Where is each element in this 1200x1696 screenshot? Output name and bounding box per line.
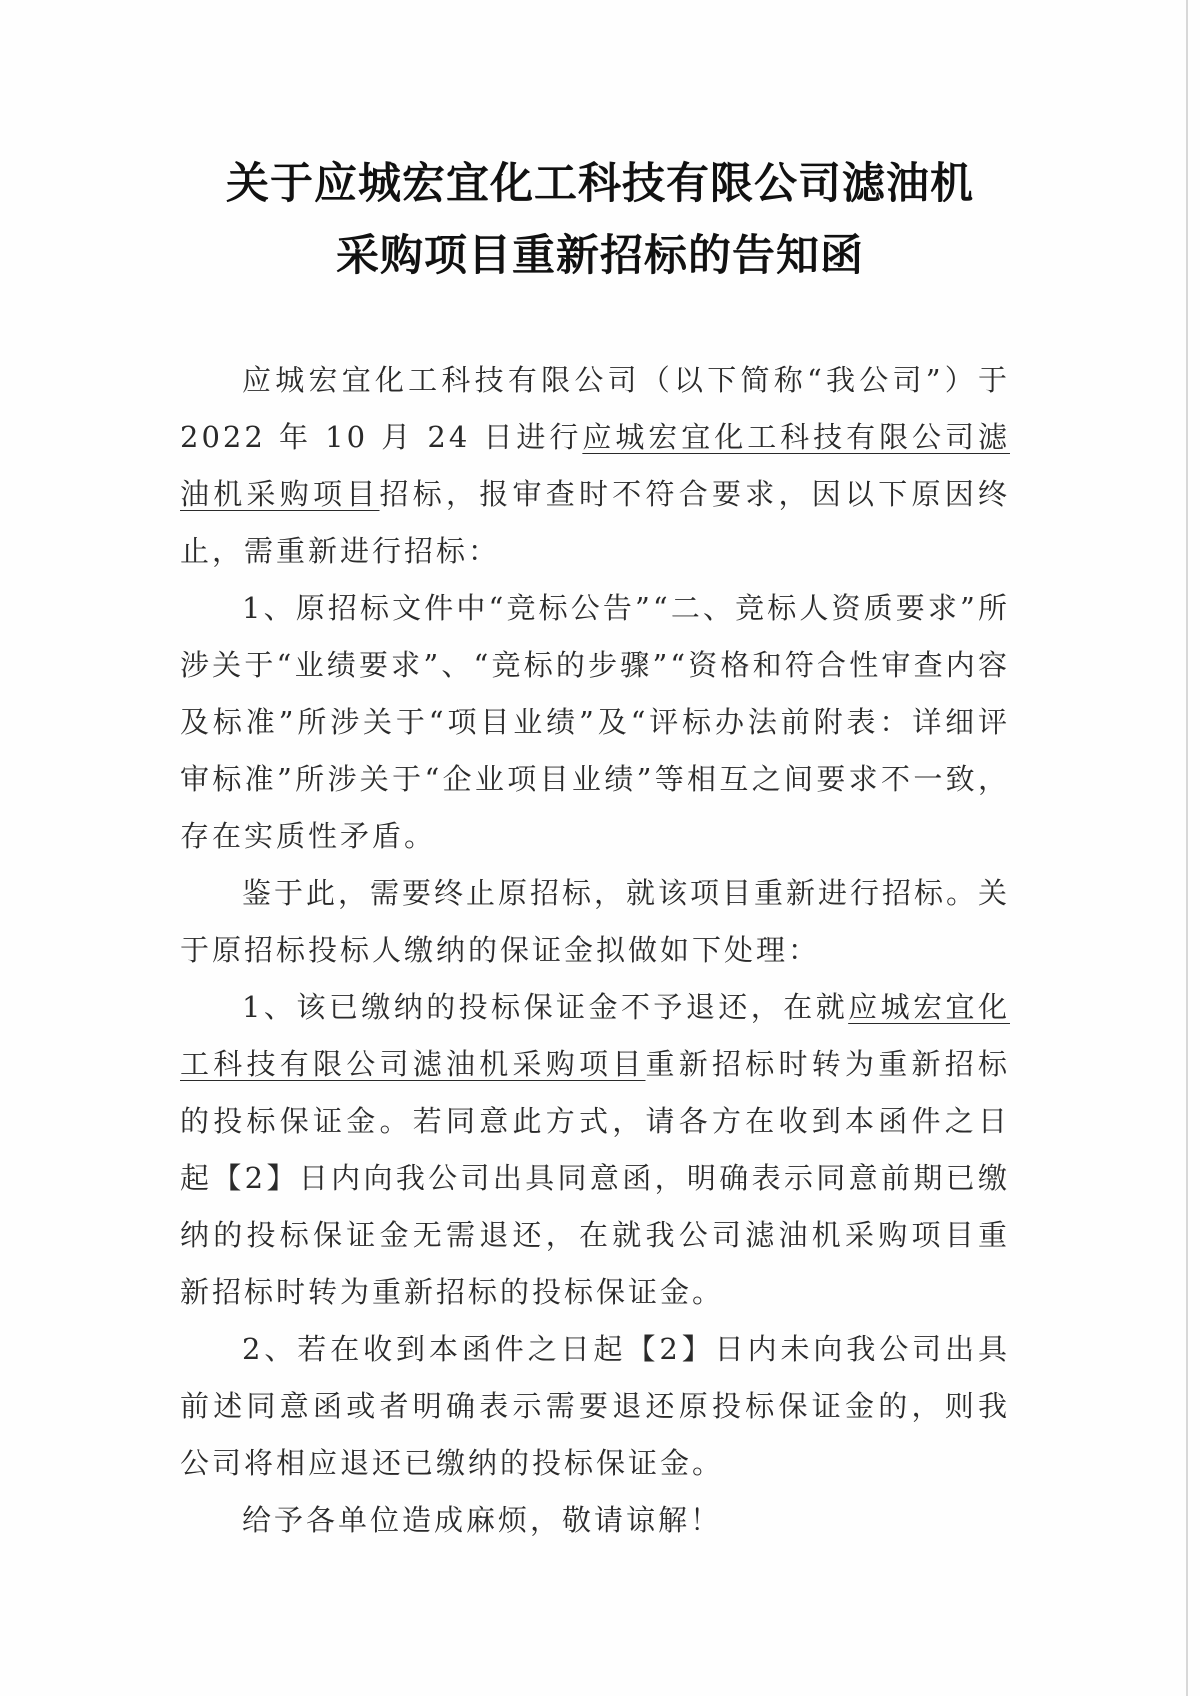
intro-text-a: 应城宏宜化工科技有限公司（以下简称“我公司”）于 2022 年 10 月 24 日进行 xyxy=(180,363,1010,454)
project-name-underlined-2: 应城宏宜化工科技有限公司滤油机采购项目 xyxy=(180,990,1010,1081)
paragraph-closing: 给予各单位造成麻烦，敬请谅解！ xyxy=(242,1503,723,1537)
project-name-underlined: 应城宏宜化工科技有限公司滤油机采购项目 xyxy=(180,420,1010,511)
paragraph-intro xyxy=(180,352,1010,580)
paragraph-reason-1: 1、原招标文件中“竞标公告”“二、竞标人资质要求”所涉关于“业绩要求”、“竞标的步骤”“资格和符合性审查内容及标准”所涉关于“项目业绩”及“评标办法前附表：详细评审标准”所涉关于“企业项目业绩”等相互之间要求不一致，存在实质性矛盾。 xyxy=(180,591,1010,853)
document-body xyxy=(180,352,1010,1549)
paragraph-decision: 鉴于此，需要终止原招标，就该项目重新进行招标。关于原招标投标人缴纳的保证金拟做如下处理： xyxy=(180,876,1011,967)
document-title-line-2: 采购项目重新招标的告知函 xyxy=(336,231,864,281)
paragraph-item-2: 2、若在收到本函件之日起【2】日内未向我公司出具前述同意函或者明确表示需要退还原投标保证金的，则我公司将相应退还已缴纳的投标保证金。 xyxy=(180,1332,1010,1480)
item-1-text-b: 重新招标时转为重新招标的投标保证金。若同意此方式，请各方在收到本函件之日起【2】日内向我公司出具同意函，明确表示同意前期已缴纳的投标保证金无需退还，在就我公司滤油机采购项目重新招标时转为重新招标的投标保证金。 xyxy=(180,1047,1010,1309)
item-1-text-a: 1、该已缴纳的投标保证金不予退还，在就 xyxy=(242,990,849,1024)
paragraph-item-1 xyxy=(180,979,1010,1321)
intro-text-b: 招标，报审查时不符合要求，因以下原因终止，需重新进行招标： xyxy=(180,477,1010,568)
document-title-line-1: 关于应城宏宜化工科技有限公司滤油机 xyxy=(226,159,974,209)
